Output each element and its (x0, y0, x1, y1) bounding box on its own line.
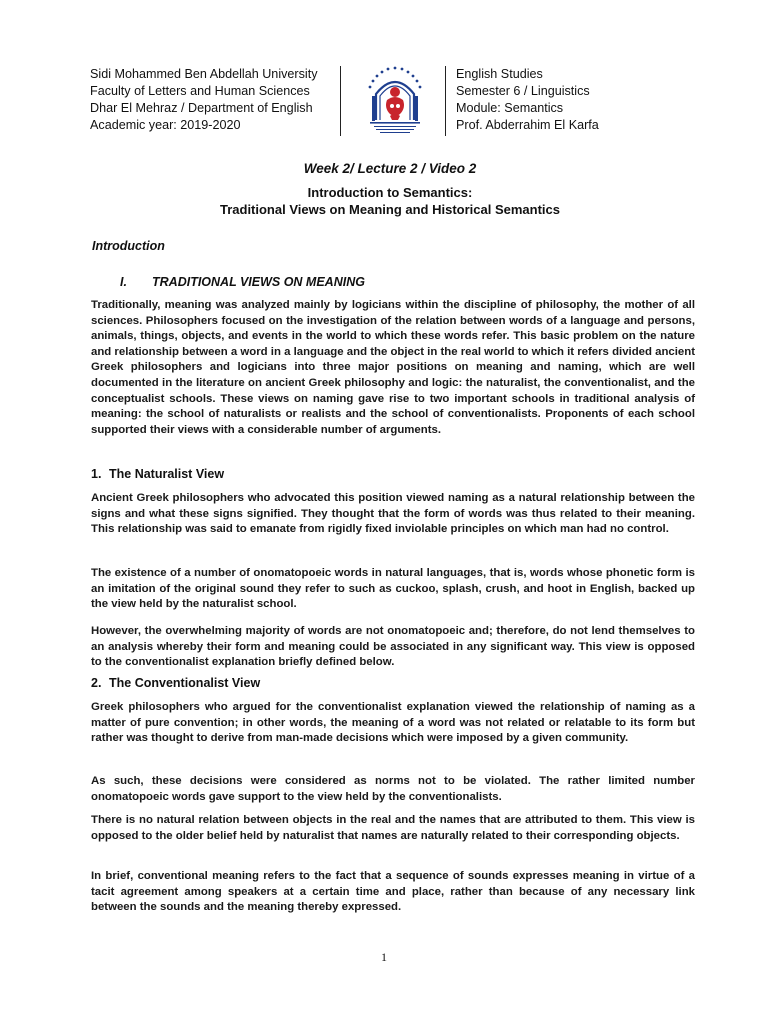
university-name: Sidi Mohammed Ben Abdellah University (90, 67, 318, 81)
module-name: Module: Semantics (456, 101, 564, 115)
university-seal-icon (354, 62, 436, 142)
page-number: 1 (381, 950, 387, 964)
paragraph-conventionalist-position: Greek philosophers who argued for the conventionalist explanation viewed the relationship of naming as a matter of pure convention; in other words, the meaning of a word was not related or relatable to its form but rather was thought to derive from man-made decisions which were imposed by a given community. (91, 701, 695, 745)
subheading-number: 2. (91, 676, 102, 690)
subheading-conventionalist-view (91, 676, 260, 690)
header-right-block (456, 66, 696, 134)
lecture-title-line-1: Introduction to Semantics: (307, 185, 473, 200)
subheading-naturalist-view (91, 467, 224, 481)
section-number: I. (120, 275, 127, 289)
subheading-number: 1. (91, 467, 102, 481)
section-title: TRADITIONAL VIEWS ON MEANING (152, 275, 365, 289)
professor-name: Prof. Abderrahim El Karfa (456, 118, 599, 132)
department-name: Dhar El Mehraz / Department of English (90, 101, 313, 115)
paragraph-naturalist-position: Ancient Greek philosophers who advocated this position viewed naming as a natural relationship between the signs and what these signs signified. They thought that the form of words was thus related to their meaning. This relationship was said to emanate from rigidly fixed inviolable principles on which man had no control. (91, 492, 695, 536)
paragraph-norms: As such, these decisions were considered as norms not to be violated. The rather limited number onomatopoeic words gave support to the view held by the conventionalists. (91, 775, 695, 803)
lecture-week-title: Week 2/ Lecture 2 / Video 2 (303, 161, 477, 176)
academic-year: Academic year: 2019-2020 (90, 118, 241, 132)
paragraph-traditional-meaning: Traditionally, meaning was analyzed mainly by logicians within the discipline of philosophy, the mother of all sciences. Philosophers focused on the investigation of the relation between words of a language and persons, animals, things, objects, and events in the world to which these words refer. This basic problem on the nature and relationship between a word in a language and the object in the real world to which it refers divided ancient Greek philosophers and logicians into three major positions on meaning and naming, which are well documented in the literature on ancient Greek philosophy and logic: the naturalist, the conventionalist, and the conceptualist schools. These views on naming gave rise to two important schools in traditional analysis of meaning: the school of naturalists or realists and the school of conventionalists. Proponents of each school supported their views with a considerable number of arguments. (91, 299, 695, 436)
subheading-title: The Conventionalist View (109, 676, 261, 690)
paragraph-conventional-meaning: In brief, conventional meaning refers to the fact that a sequence of sounds expresses meaning in virtue of a tacit agreement among speakers at a certain time and place, rather than because of any necessary link between the sounds and the meaning thereby expressed. (91, 870, 695, 914)
section-heading-traditional-views (120, 275, 365, 289)
faculty-name: Faculty of Letters and Human Sciences (90, 84, 310, 98)
header-left-block (90, 66, 348, 134)
header-divider-right (445, 66, 446, 136)
lecture-title-line-2: Traditional Views on Meaning and Historical Semantics (219, 202, 560, 217)
program-name: English Studies (456, 67, 543, 81)
paragraph-non-onomatopoeic: However, the overwhelming majority of words are not onomatopoeic and; therefore, do not lend themselves to an analysis whereby their form and meaning could be associated in any significant way. This view is opposed to the conventionalist explanation briefly defined below. (91, 625, 695, 669)
paragraph-onomatopoeic-words: The existence of a number of onomatopoeic words in natural languages, that is, words whose phonetic form is an imitation of the original sound they refer to such as cuckoo, splash, crush, and hoot in English, backed up the view held by the naturalist school. (91, 567, 695, 611)
header-divider-left (340, 66, 341, 136)
paragraph-no-natural-relation: There is no natural relation between objects in the real and the names that are attributed to them. This view is opposed to the older belief held by naturalist that names are naturally related to their corresponding objects. (91, 814, 695, 842)
introduction-heading: Introduction (92, 239, 165, 253)
semester-info: Semester 6 / Linguistics (456, 84, 590, 98)
letterhead (90, 66, 690, 138)
subheading-title: The Naturalist View (109, 467, 225, 481)
